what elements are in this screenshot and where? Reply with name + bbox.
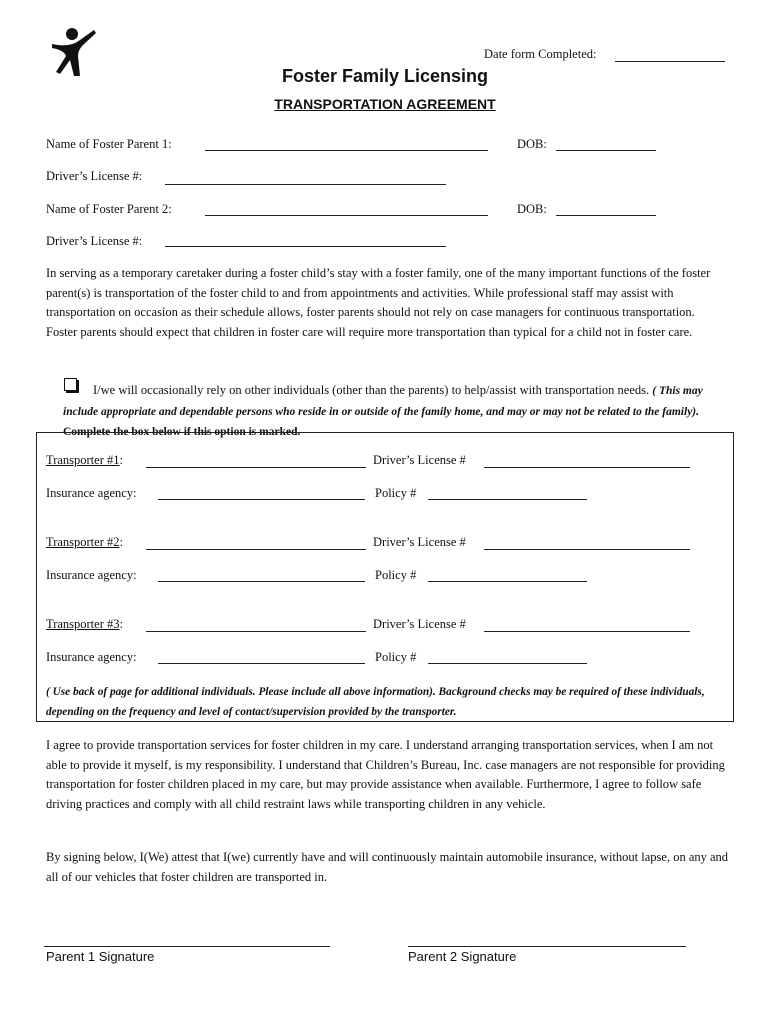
parent1-signature-label: Parent 1 Signature: [46, 949, 155, 964]
option-text: I/we will occasionally rely on other individuals (other than the parents) to help/assist with transportation needs.: [93, 383, 650, 397]
transporter1-policy-field[interactable]: [428, 499, 587, 500]
intro-paragraph: In serving as a temporary caretaker during a foster child’s stay with a foster family, one of the many important functions of the foster parent(s) is transportation of the foster child to and from appointments and activities. While professional staff may assist with transportation on occasion as their schedule allows, foster parents should not rely on case managers for continuous transportation. Foster parents should expect that children in foster care will require more transportation than typical for a child not in foster care.: [46, 266, 711, 339]
transporter2-row: Transporter #2:: [46, 535, 123, 549]
parent2-name-label: Name of Foster Parent 2:: [46, 202, 172, 216]
transporter1-license-field[interactable]: [484, 467, 690, 468]
parent2-license-field[interactable]: [165, 246, 446, 247]
parent2-license-label: Driver’s License #:: [46, 234, 143, 248]
parent1-license-label: Driver’s License #:: [46, 169, 143, 183]
transporter2-insurance-label: Insurance agency:: [46, 568, 137, 582]
transporter3-insurance-label: Insurance agency:: [46, 650, 137, 664]
option-instruction: Complete the box below if this option is marked.: [63, 426, 301, 439]
parent2-name-field[interactable]: [205, 215, 488, 216]
transporter3-insurance-field[interactable]: [158, 663, 365, 664]
transporter1-label: Transporter #1: [46, 453, 120, 467]
date-completed-field[interactable]: [615, 61, 725, 62]
transporter1-name-field[interactable]: [146, 467, 366, 468]
attest-paragraph: By signing below, I(We) attest that I(we) currently have and will continuously maintain automobile insurance, without lapse, on any and all of our vehicles that foster children are transported in.: [46, 850, 729, 884]
parent2-signature-label: Parent 2 Signature: [408, 949, 517, 964]
transporter1-insurance-field[interactable]: [158, 499, 365, 500]
parent1-license-field[interactable]: [165, 184, 446, 185]
transporter2-policy-field[interactable]: [428, 581, 587, 582]
option-italic-note: ( This may include appropriate and dependable persons who reside in or outside of the family home, and may or may not be related to the family).: [63, 385, 703, 418]
transporter2-insurance-field[interactable]: [158, 581, 365, 582]
parent2-dob-label: DOB:: [517, 202, 547, 216]
transporter3-policy-field[interactable]: [428, 663, 587, 664]
transporter3-label: Transporter #3: [46, 617, 120, 631]
parent2-dob-field[interactable]: [556, 215, 656, 216]
transporter1-license-label: Driver’s License #: [373, 453, 466, 467]
parent1-dob-field[interactable]: [556, 150, 656, 151]
transporter2-label: Transporter #2: [46, 535, 120, 549]
agreement-paragraph: I agree to provide transportation services for foster children in my care. I understand arranging transportation services, when I am not able to provide it myself, is my responsibility. I understand that Children’s Bureau, Inc. case managers are not responsible for providing transportation for foster children placed in my care, but may provide assistance when available. Furthermore, I agree to follow safe driving practices and comply with all child restraint laws while transporting children in any vehicle.: [46, 738, 725, 811]
parent1-dob-label: DOB:: [517, 137, 547, 151]
transporter3-row: Transporter #3:: [46, 617, 123, 631]
transporter2-license-label: Driver’s License #: [373, 535, 466, 549]
transporter1-policy-label: Policy #: [375, 486, 417, 500]
page-subtitle: TRANSPORTATION AGREEMENT: [274, 96, 496, 112]
transporter2-name-field[interactable]: [146, 549, 366, 550]
transporter3-license-field[interactable]: [484, 631, 690, 632]
transporter2-policy-label: Policy #: [375, 568, 417, 582]
parent1-name-label: Name of Foster Parent 1:: [46, 137, 172, 151]
parent1-name-field[interactable]: [205, 150, 488, 151]
transporter3-license-label: Driver’s License #: [373, 617, 466, 631]
transporter3-policy-label: Policy #: [375, 650, 417, 664]
box-note: ( Use back of page for additional individuals. Please include all above information). Background checks may be required of these individuals, depending on the frequency and level of contact/supervision provided by the transporter.: [46, 686, 705, 718]
transporter1-insurance-label: Insurance agency:: [46, 486, 137, 500]
page-title: Foster Family Licensing: [281, 66, 489, 86]
parent1-signature-line[interactable]: [44, 946, 330, 947]
transporter2-license-field[interactable]: [484, 549, 690, 550]
transporter3-name-field[interactable]: [146, 631, 366, 632]
parent2-signature-line[interactable]: [408, 946, 686, 947]
date-completed-label: Date form Completed:: [484, 47, 597, 61]
transporter1-row: Transporter #1:: [46, 453, 123, 467]
